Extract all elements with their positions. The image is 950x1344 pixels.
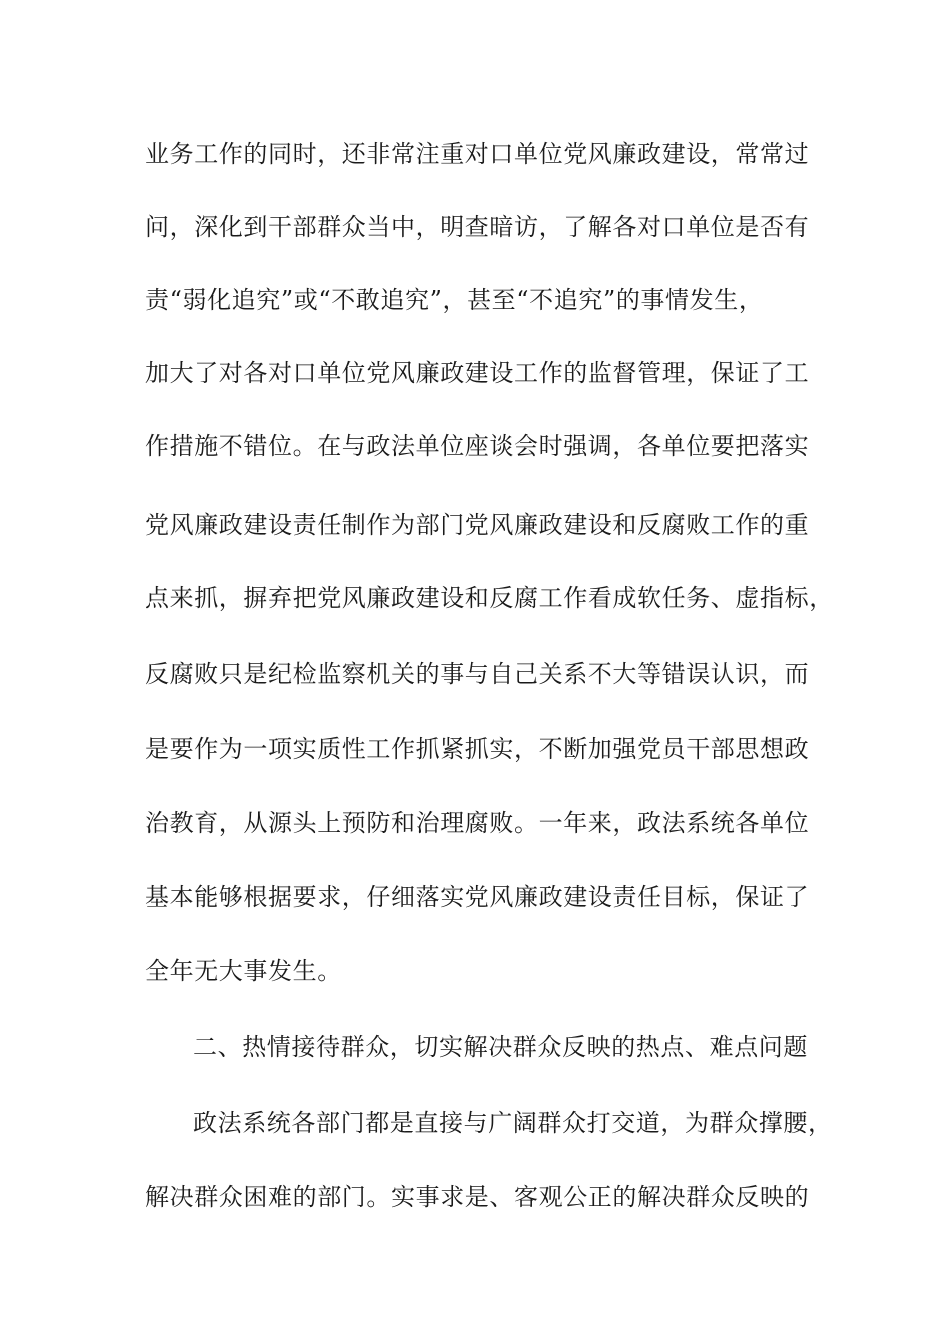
text-line: 全年无大事发生。 <box>145 957 342 985</box>
paragraph-first-line: 政法系统各部门都是直接与广阔群众打交道，为群众撑腰， <box>193 1109 833 1137</box>
text-line: 业务工作的同时，还非常注重对口单位党风廉政建设，常常过 <box>145 140 810 168</box>
section-heading: 二、热情接待群众，切实解决群众反映的热点、难点问题 <box>193 1033 808 1061</box>
text-line: 解决群众困难的部门。实事求是、客观公正的解决群众反映的 <box>145 1183 810 1211</box>
text-line: 治教育，从源头上预防和治理腐败。一年来，政法系统各单位 <box>145 809 810 837</box>
text-line: 党风廉政建设责任制作为部门党风廉政建设和反腐败工作的重 <box>145 511 810 539</box>
text-line: 问，深化到干部群众当中，明查暗访，了解各对口单位是否有 <box>145 213 810 241</box>
text-line: 基本能够根据要求，仔细落实党风廉政建设责任目标，保证了 <box>145 883 810 911</box>
text-line: 点来抓，摒弃把党风廉政建设和反腐工作看成软任务、虚指标， <box>145 584 834 612</box>
text-line: 是要作为一项实质性工作抓紧抓实，不断加强党员干部思想政 <box>145 735 810 763</box>
text-line: 加大了对各对口单位党风廉政建设工作的监督管理，保证了工 <box>145 359 810 387</box>
text-line: 责“弱化追究”或“不敢追究”，甚至“不追究”的事情发生， <box>145 286 764 314</box>
text-line: 反腐败只是纪检监察机关的事与自己关系不大等错误认识，而 <box>145 660 810 688</box>
text-line: 作措施不错位。在与政法单位座谈会时强调，各单位要把落实 <box>145 432 810 460</box>
